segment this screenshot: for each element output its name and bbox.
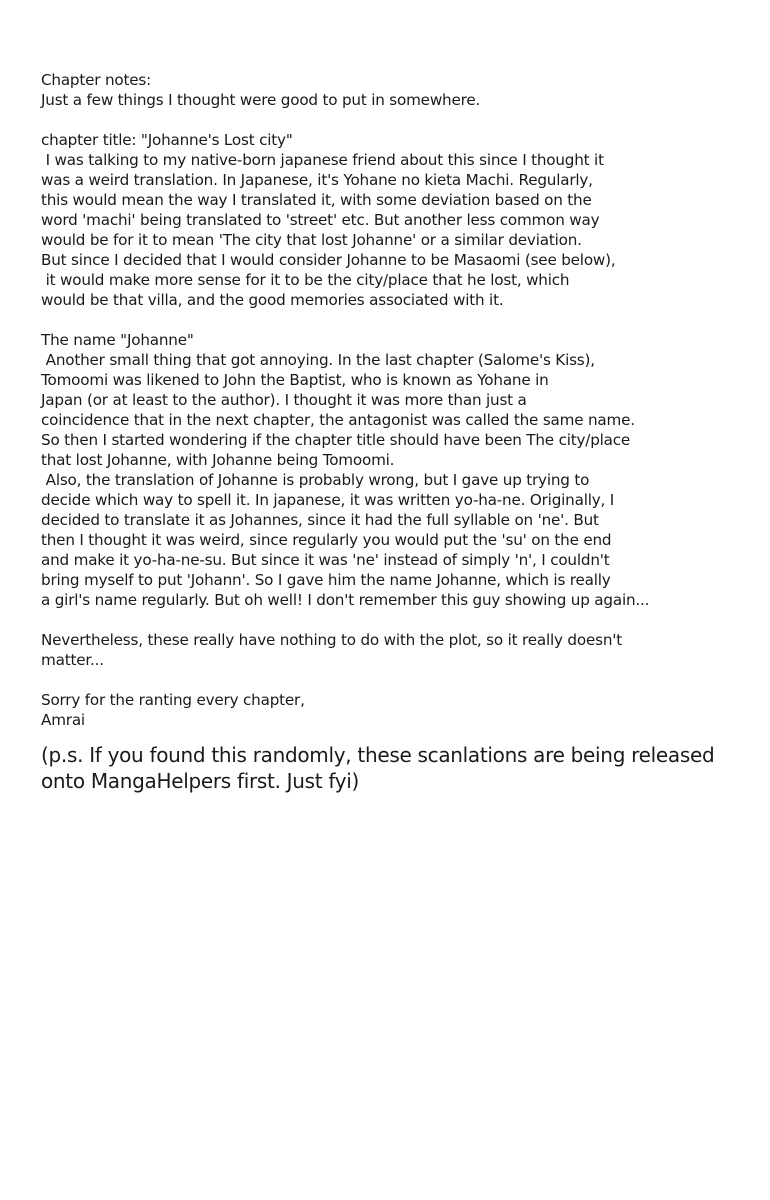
signoff-section (41, 690, 761, 730)
text-line: a girl's name regularly. But oh well! I don't remember this guy showing up again... (41, 591, 650, 609)
chapter-notes-page (41, 70, 761, 794)
text-line: decided to translate it as Johannes, since it had the full syllable on 'ne'. But (41, 511, 599, 529)
text-line: would be that villa, and the good memories associated with it. (41, 291, 504, 309)
name-heading: The name "Johanne" (41, 331, 194, 349)
paragraph-gap (41, 110, 761, 130)
text-line: this would mean the way I translated it, with some deviation based on the (41, 191, 592, 209)
text-line: decide which way to spell it. In japanese, it was written yo-ha-ne. Originally, I (41, 491, 615, 509)
signoff-author: Amrai (41, 711, 85, 729)
text-line: Another small thing that got annoying. In the last chapter (Salome's Kiss), (41, 351, 595, 369)
text-line: would be for it to mean 'The city that lost Johanne' or a similar deviation. (41, 231, 582, 249)
name-section (41, 330, 761, 610)
text-line: it would make more sense for it to be the city/place that he lost, which (41, 271, 570, 289)
text-line: word 'machi' being translated to 'street' etc. But another less common way (41, 211, 600, 229)
chapter-title-section (41, 130, 761, 310)
text-line: and make it yo-ha-ne-su. But since it was 'ne' instead of simply 'n', I couldn't (41, 551, 610, 569)
text-line: So then I started wondering if the chapter title should have been The city/place (41, 431, 631, 449)
paragraph-gap (41, 310, 761, 330)
text-line: But since I decided that I would consider Johanne to be Masaomi (see below), (41, 251, 616, 269)
text-line: Nevertheless, these really have nothing to do with the plot, so it really doesn't (41, 631, 622, 649)
text-line: Tomoomi was likened to John the Baptist, who is known as Yohane in (41, 371, 549, 389)
text-line: then I thought it was weird, since regularly you would put the 'su' on the end (41, 531, 612, 549)
signoff-text: Sorry for the ranting every chapter, (41, 691, 305, 709)
ps-line: onto MangaHelpers first. Just fyi) (41, 769, 360, 793)
nevertheless-section (41, 630, 761, 670)
text-line: Japan (or at least to the author). I thought it was more than just a (41, 391, 527, 409)
ps-section (41, 742, 761, 794)
text-line: I was talking to my native-born japanese friend about this since I thought it (41, 151, 604, 169)
notes-intro: Just a few things I thought were good to put in somewhere. (41, 91, 481, 109)
text-line: was a weird translation. In Japanese, it's Yohane no kieta Machi. Regularly, (41, 171, 593, 189)
chapter-title-heading: chapter title: "Johanne's Lost city" (41, 131, 293, 149)
text-line: that lost Johanne, with Johanne being Tomoomi. (41, 451, 395, 469)
paragraph-gap (41, 610, 761, 630)
notes-heading: Chapter notes: (41, 71, 151, 89)
paragraph-gap (41, 670, 761, 690)
text-line: matter... (41, 651, 104, 669)
text-line: Also, the translation of Johanne is probably wrong, but I gave up trying to (41, 471, 590, 489)
text-line: coincidence that in the next chapter, the antagonist was called the same name. (41, 411, 635, 429)
ps-line: (p.s. If you found this randomly, these scanlations are being released (41, 743, 715, 767)
notes-header (41, 70, 761, 110)
text-line: bring myself to put 'Johann'. So I gave him the name Johanne, which is really (41, 571, 611, 589)
